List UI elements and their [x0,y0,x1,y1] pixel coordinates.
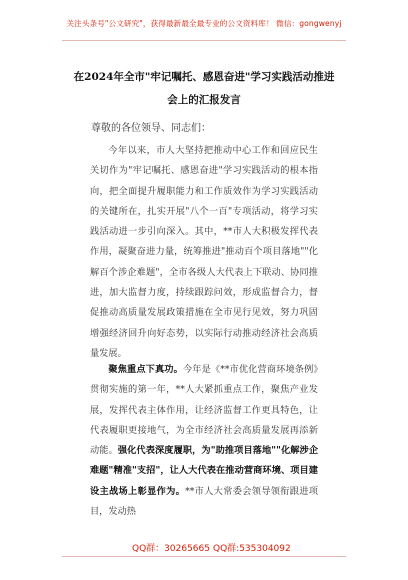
paragraph-heading-focus: 聚焦重点下真功。 [108,364,183,375]
salutation: 尊敬的各位领导、同志们： [91,123,211,134]
paragraph-focus-text: 今年是《**市优化营商环境条例》贯彻实施的第一年，**人大紧抓重点工作，聚焦产业发展，发挥代表主体作用，让经济监督工作更具特色，让代表履职更接地气，为全市经济社会高质量发展再添新动能。 [90,364,319,457]
document-title-line-2: 会上的汇报发言 [167,94,241,106]
paragraph-focus [90,360,318,522]
footer-qq-group-1: QQ群：30265665 [132,544,210,554]
footer-divider [62,556,346,557]
document-title-line-1: 在2024年全市"牢记嘱托、感恩奋进"学习实践活动推进 [73,71,335,83]
header-banner: 关注头条号"公文研究"，获得最新最全最专业的公文资料库！ 微信：gongwenyj [66,19,342,28]
header-divider [62,40,346,41]
paragraph-deputies-text: **市人大常委会领导领衔跟进项目，发动热 [90,485,319,518]
paragraph-intro: 今年以来，市人大坚持把推动中心工作和回应民生关切作为"牢记嘱托、感恩奋进"学习实践活动的根本指向，把全面提升履职能力和工作质效作为学习实践活动的关键所在，扎实开展"八个一百"专项活动，将学习实践活动进一步引向深入。其中，**市人大积极发挥代表作用，凝聚奋进力量，统筹推进"推动百个项目落地""化解百个涉企难题"，全市各级人大代表上下联动、协同推进，加大监督力度，持续跟踪问效，形成监督合力，督促推动高质量发展政策措施在全市见行见效，努力巩固增强经济回升向好态势，以实际行动推动经济社会高质量发展。 [90,145,318,359]
paragraph-heading-deputies: 强化代表深度履职，为"助推项目落地""化解涉企难题"精准"支招"，让人大代表在推动营商环境、项目建设主战场上彰显作为。 [90,445,319,497]
footer-qq-group-2: QQ群:535304092 [213,544,291,554]
